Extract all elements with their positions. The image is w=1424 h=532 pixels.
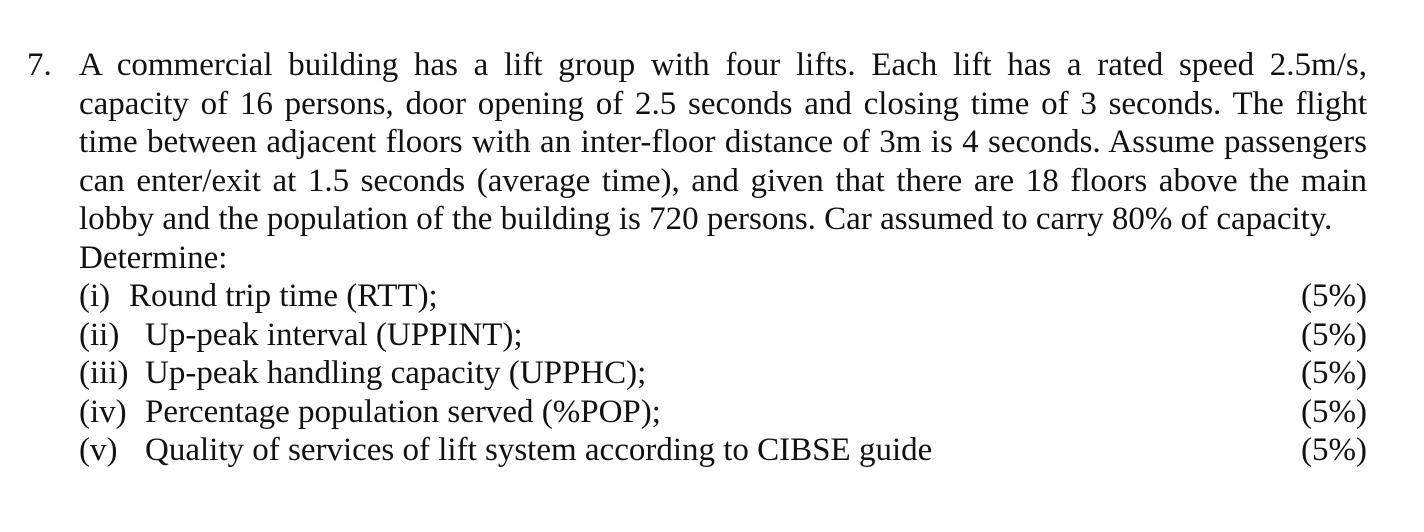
sub-question-marks: (5%): [1301, 432, 1367, 468]
sub-question-text: Percentage population served (%POP);: [145, 393, 661, 430]
sub-question-label: (ii): [79, 316, 120, 353]
sub-question-list: [79, 277, 1367, 470]
sub-question-text: Up-peak interval (UPPINT);: [145, 316, 523, 353]
determine-label: Determine:: [79, 239, 228, 276]
question-stem-line: lobby and the population of the building is 720 persons. Car assumed to carry 80% of capacity.: [79, 201, 1333, 237]
question-number: 7.: [27, 47, 52, 83]
sub-question-text: Up-peak handling capacity (UPPHC);: [145, 355, 647, 391]
sub-question-marks: (5%): [1301, 355, 1367, 391]
sub-question-iv: [79, 393, 1367, 432]
sub-question-text: Round trip time (RTT);: [129, 278, 438, 314]
question-stem-line: can enter/exit at 1.5 seconds (average time), and given that there are 18 floors above the main: [79, 162, 1367, 199]
question-stem-line: A commercial building has a lift group with four lifts. Each lift has a rated speed 2.5m/s,: [79, 47, 1367, 83]
sub-question-v: [79, 431, 1367, 470]
sub-question-marks: (5%): [1301, 316, 1367, 353]
sub-question-label: (i): [79, 278, 111, 314]
sub-question-ii: [79, 316, 1367, 355]
sub-question-label: (v): [79, 432, 118, 468]
sub-question-marks: (5%): [1301, 393, 1367, 430]
sub-question-iii: [79, 354, 1367, 393]
question-stem-line: capacity of 16 persons, door opening of 2.5 seconds and closing time of 3 seconds. The flight: [79, 85, 1367, 122]
sub-question-label: (iii): [79, 355, 129, 391]
sub-question-text: Quality of services of lift system according to CIBSE guide: [145, 432, 933, 468]
sub-question-marks: (5%): [1301, 278, 1367, 314]
sub-question-label: (iv): [79, 393, 127, 430]
sub-question-i: [79, 277, 1367, 316]
question-body: [79, 46, 1367, 470]
question-stem-line: time between adjacent floors with an inter-floor distance of 3m is 4 seconds. Assume passengers: [79, 124, 1367, 160]
